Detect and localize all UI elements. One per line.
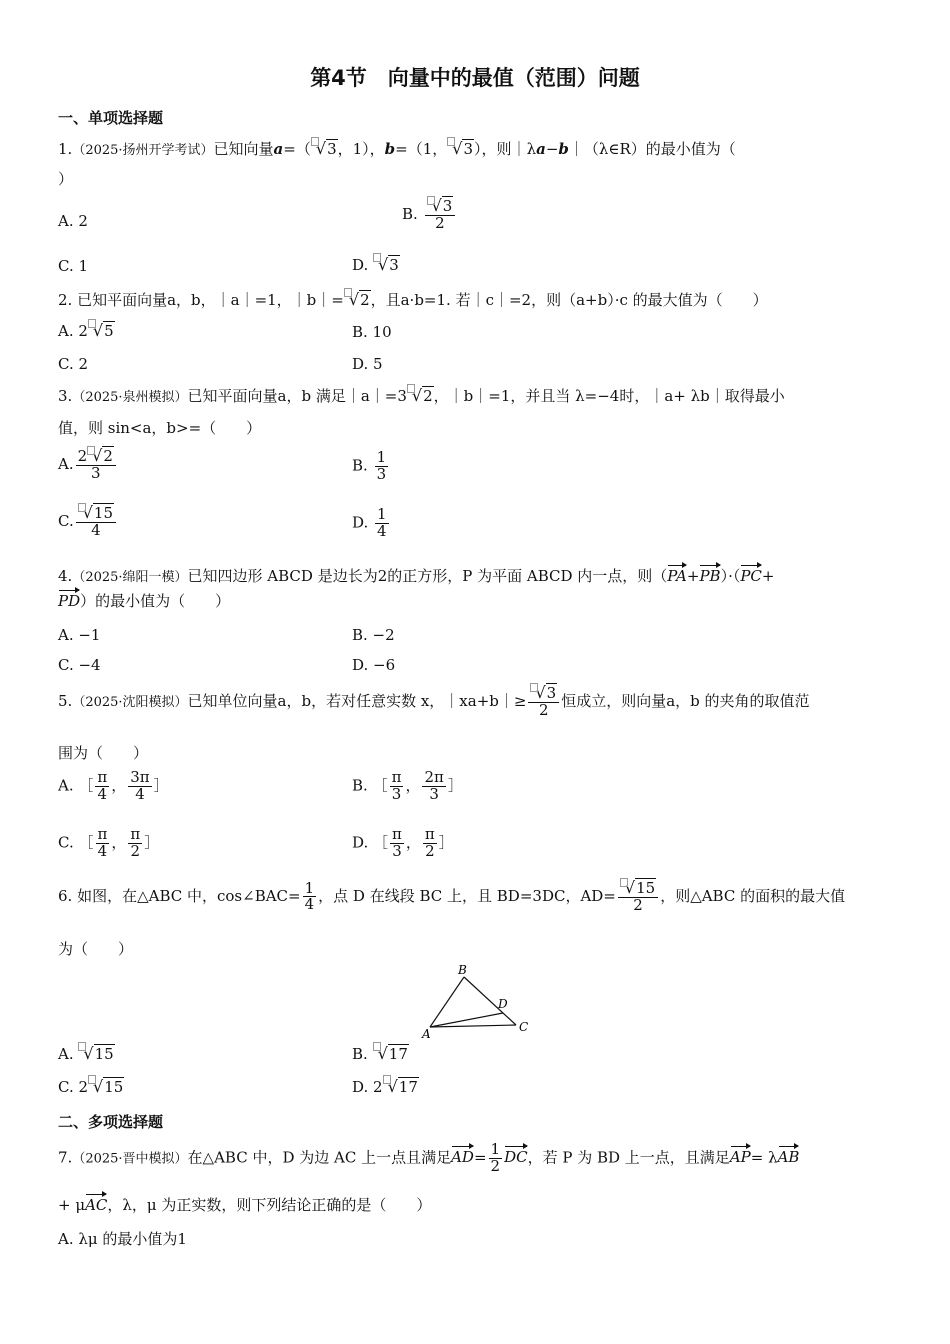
q1-option-d: D. √3 [352, 255, 399, 274]
q5-option-d: D. ［ $\frac{\pi}{3}$ ， $\frac{\pi}{2}$ ］ [352, 825, 454, 860]
q3-option-a-label: A. [58, 454, 74, 473]
q6-option-a: A. √15 [58, 1044, 114, 1063]
q6-line-2: 为（ ） [58, 940, 134, 958]
q3-option-b-label: B. [352, 456, 368, 475]
q6-option-c-label: C. 2 [58, 1078, 89, 1096]
q2-option-a: A. 2 √5 [58, 321, 114, 340]
q1-text: 已知向量 [213, 140, 274, 158]
q1-number: 1. [58, 140, 73, 158]
q6-option-d-label: D. 2 [352, 1078, 383, 1096]
page-title: 第4节 向量中的最值（范围）问题 [310, 66, 640, 90]
q7-line-2b: ，λ，μ 为正实数，则下列结论正确的是（ ） [107, 1196, 432, 1214]
q1-text-c: （λ∈R）的最小值为（ [583, 140, 736, 158]
q5-option-b: B. ［ $\frac{\pi}{3}$ ， $\frac{2\pi}{3}$ ］ [352, 768, 463, 803]
q2-option-c: C. 2 [58, 355, 89, 373]
q4-source: （2025·绵阳一模） [72, 570, 188, 585]
q2-option-d: D. 5 [352, 355, 383, 373]
q3-option-c-label: C. [58, 511, 74, 530]
q4-option-c: C. −4 [58, 656, 101, 674]
q4-line-2-text: ）的最小值为（ ） [80, 592, 231, 610]
q4-text: 已知四边形 ABCD 是边长为2的正方形，P 为平面 ABCD 内一点，则（ [187, 567, 668, 585]
q1-source: （2025·扬州开学考试） [72, 143, 214, 158]
label-c: C [519, 1020, 529, 1034]
question-1: 1.（2025·扬州开学考试）已知向量a=（ √3，1），b=（1， √3），则｜λa−b｜（λ∈R）的最小值为（ [58, 139, 736, 158]
q6-text-3: ，则△ABC 的面积的最大值 [660, 886, 846, 905]
q3-text: 已知平面向量a，b 满足｜a｜=3 [187, 387, 407, 405]
q4-number: 4. [58, 567, 73, 585]
q2-text-2: ，且a·b=1. 若｜c｜=2，则（a+b）·c 的最大值为（ ） [370, 291, 768, 309]
q7-number: 7. [58, 1148, 73, 1167]
q5-option-a-label: A. [58, 776, 74, 795]
q6-text-2: ，点 D 在线段 BC 上，且 BD=3DC，AD= [318, 886, 616, 905]
question-2: 2. 已知平面向量a，b，｜a｜=1，｜b｜= √2，且a·b=1. 若｜c｜=2，则（a+b）·c 的最大值为（ ） [58, 290, 768, 309]
section-heading-multi-choice: 二、多项选择题 [58, 1113, 164, 1131]
q5-option-b-label: B. [352, 776, 368, 795]
side-ac [430, 1025, 516, 1027]
q3-option-a: A. $\frac{2 √2}{3}$ [58, 448, 118, 482]
q3-option-c: C. $\frac{√15}{4}$ [58, 505, 118, 539]
q2-option-a-label: A. 2 [58, 322, 88, 340]
triangle-figure [420, 962, 535, 1046]
q5-option-d-label: D. [352, 833, 369, 852]
q6-text: 6. 如图，在△ABC 中，cos∠BAC= [58, 886, 301, 905]
q1-option-d-label: D. [352, 256, 369, 274]
q5-text-2: 恒成立，则向量a，b 的夹角的取值范 [561, 691, 810, 710]
q6-option-b-label: B. [352, 1045, 368, 1063]
q4-line-2: PD）的最小值为（ ） [58, 588, 230, 611]
q3-line-2: 值，则 sin<a，b>=（ ） [58, 419, 262, 437]
q7-line-2: + μAC，λ，μ 为正实数，则下列结论正确的是（ ） [58, 1192, 431, 1215]
q7-line-2a: + μ [58, 1196, 86, 1214]
q6-option-c: C. 2 √15 [58, 1077, 124, 1096]
q5-option-a: A. ［ $\frac{\pi}{4}$ ， $\frac{3\pi}{4}$ ］ [58, 768, 169, 803]
q1-close-paren: ） [58, 170, 74, 188]
q3-option-b: B. $\frac{1}{3}$ [352, 448, 387, 483]
question-7: 7.（2025·晋中模拟）在△ABC 中，D 为边 AC 上一点且满足AD= $\frac{1}{2}$ DC，若 P 为 BD 上一点，且满足AP= λAB [58, 1140, 800, 1175]
question-6: 6. 如图，在△ABC 中，cos∠BAC= $\frac{1}{4}$ ，点 D 在线段 BC 上，且 BD=3DC，AD= $\frac{√15}{2}$ ，则△ABC 的面积的最大值 [58, 878, 846, 914]
q1-option-b: B. $\frac{√3}{2}$ [402, 198, 457, 232]
q7-source: （2025·晋中模拟） [72, 1151, 188, 1167]
triangle-diagram [420, 962, 535, 1042]
q5-source: （2025·沈阳模拟） [72, 694, 188, 710]
q7-option-a: A. λμ 的最小值为1 [58, 1230, 187, 1248]
q7-text-2: ，若 P 为 BD 上一点，且满足 [527, 1148, 730, 1167]
q2-text: 2. 已知平面向量a，b，｜a｜=1，｜b｜= [58, 291, 344, 309]
q1-option-a: A. 2 [58, 212, 88, 230]
label-d: D [498, 997, 508, 1011]
q3-number: 3. [58, 387, 73, 405]
q1-text-b: ，则｜ [481, 140, 527, 158]
q4-option-d: D. −6 [352, 656, 396, 674]
q3-source: （2025·泉州模拟） [72, 390, 188, 405]
segment-ad [430, 1013, 503, 1027]
q1-option-b-label: B. [402, 204, 418, 223]
q2-option-b: B. 10 [352, 323, 392, 341]
question-4: 4.（2025·绵阳一模）已知四边形 ABCD 是边长为2的正方形，P 为平面 ABCD 内一点，则（PA+PB）·（PC+ [58, 563, 775, 586]
section-heading-single-choice: 一、单项选择题 [58, 109, 164, 127]
q3-option-d-label: D. [352, 513, 369, 532]
q1-option-c: C. 1 [58, 257, 89, 275]
question-5: 5.（2025·沈阳模拟）已知单位向量a，b，若对任意实数 x，｜xa+b｜≥ $\frac{√3}{2}$ 恒成立，则向量a，b 的夹角的取值范 [58, 683, 810, 719]
q7-text: 在△ABC 中，D 为边 AC 上一点且满足 [187, 1148, 452, 1167]
label-b: B [458, 963, 467, 977]
q6-option-a-label: A. [58, 1045, 74, 1063]
q4-option-b: B. −2 [352, 626, 395, 644]
q5-option-c: C. ［ $\frac{\pi}{4}$ ， $\frac{\pi}{2}$ ］ [58, 825, 160, 860]
q5-option-c-label: C. [58, 833, 74, 852]
q3-text-2: ，｜b｜=1，并且当 λ=−4时，｜a+ λb｜取得最小 [433, 387, 785, 405]
side-ab [430, 977, 464, 1027]
q3-option-d: D. $\frac{1}{4}$ [352, 505, 387, 540]
q5-number: 5. [58, 691, 73, 710]
q6-option-b: B. √17 [352, 1044, 408, 1063]
q4-option-a: A. −1 [58, 626, 101, 644]
label-a: A [422, 1027, 431, 1041]
q5-line-2: 围为（ ） [58, 744, 149, 762]
q6-option-d: D. 2 √17 [352, 1077, 418, 1096]
q5-text: 已知单位向量a，b，若对任意实数 x，｜xa+b｜≥ [187, 691, 527, 710]
side-bc [464, 977, 516, 1025]
question-3: 3.（2025·泉州模拟）已知平面向量a，b 满足｜a｜=3 √2，｜b｜=1，并且当 λ=−4时，｜a+ λb｜取得最小 [58, 386, 785, 405]
